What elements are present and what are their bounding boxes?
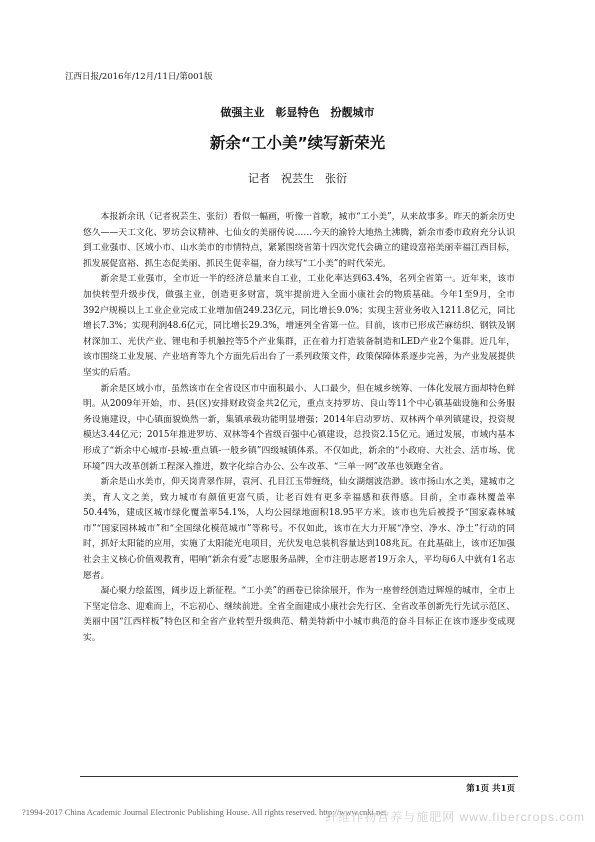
paragraph-region: 新余是区域小市，虽然该市在全省设区市中面积最小、人口最少，但在城乡统筹、一体化发展方面却特色鲜明。从2009年开始，市、县(区)安排财政资金共2亿元，重点支持罗坊、良山等11个中心镇基础设施和公务服务设施建设，中心镇面貌焕然一新，集镇承载功能明显增强；2014年启动罗坊、双林两个单列镇建设，投资规模达3.44亿元；2015年推进罗坊、双林等4个省级百强中心镇建设，总投资2.15亿元。通过发展，市域内基本形成了“新余中心城市-县城-重点镇-一般乡镇”四级城镇体系。不仅如此，新余的“小政府、大社会、活市场、优环境”四大改革创新工程深入推进，数字化综合办公、公车改革、“三单一网”改革也领跑全省。	[83, 383, 515, 472]
paragraph-intro: 本报新余讯（记者祝芸生、张衍）看似一幅画，听像一首歌，城市“工小美”，从来故事多。昨天的新余历史悠久——天工文化、罗坊会议精神、七仙女的美丽传说……今天的渝铃大地热土沸腾，新余市委市政府充分认识到工业强市、区域小市、山水美市的市情特点，紧紧围绕省第十四次党代会确立的建设富裕美丽幸福江西目标，抓发展促富裕、抓生态促美丽、抓民生促幸福，奋力续写“工小美”的时代荣光。	[83, 212, 515, 269]
paragraph-landscape: 新余是山水美市，仰天岗青翠作屏，袁河、孔目江玉带缠绕，仙女湖烟波浩渺。该市扬山水之美，建城市之美，育人文之美，致力城市有颜值更富气质，让老百姓有更多幸福感和获得感。目前，全市森林覆盖率50.44%，建成区城市绿化覆盖率54.1%，人均公园绿地面积18.95平方米。该市也先后被授予“国家森林城市”“国家园林城市”和“全国绿化模范城市”等称号。不仅如此，该市在大力开展“净空、净水、净土”行动的同时，抓好太阳能的应用，实施了太阳能光电项目，光伏发电总装机容量达到108兆瓦。在此基础上，该市还加强社会主义核心价值观教育，唱响“新余有爱”志愿服务品牌，全市注册志愿者19万余人，平均每6人中就有1名志愿者。	[83, 477, 515, 581]
paragraph-conclusion: 凝心聚力绘蓝图，阔步迈上新征程。“工小美”的画卷已徐徐展开，作为一座曾经创造过辉煌的城市，全市上下坚定信念、迎难而上，不忘初心、继续前进。全省全面建成小康社会先行区、全省改革创新先行先试示范区、美丽中国“江西样板”特色区和全省产业转型升级典范、精美特新中小城市典范的奋斗目标正在该市逐步变成现实。	[83, 586, 515, 644]
source-line: 江西日报/2016年/12月/11日/第001版	[65, 72, 213, 82]
paragraph-industry: 新余是工业强市，全市近一半的经济总量来自工业，工业化率达到63.4%，名列全省第一。近年来，该市加快转型升级步伐，做强主业，创造更多财富，筑牢提前进入全面小康社会的物质基础。今年1至9月，全市392户规模以上工业企业完成工业增加值249.23亿元，同比增长9.0%；实现主营业务收入1211.8亿元，同比增长7.3%；实现利润48.6亿元，同比增长29.3%，增速列全省第一位。目前，该市已形成芒麻纺织、钢铁及钢材深加工、光伏产业、锂电和手机触控等5个产业集群，正在着力打造装备制造和LED产业2个集群。近几年，该市围绕工业发展、产业培育等九个方面先后出台了一系列政策文件，政策保障体系逐步完善，为产业发展提供坚实的后盾。	[83, 274, 515, 378]
article-body	[83, 210, 515, 647]
footer-divider	[80, 776, 518, 777]
article-byline: 记者 祝芸生 张衍	[248, 172, 347, 185]
copyright-notice: ?1994-2017 China Academic Journal Electronic Publishing House. All rights reserved. http://www.cnki.net	[22, 807, 387, 817]
page-number: 第1页 共1页	[466, 784, 515, 794]
watermark: 纤维作物营养与施肥网 www.fibercrops.com	[325, 810, 585, 824]
article-title: 新余“工小美”续写新荣光	[209, 134, 386, 152]
article-kicker: 做强主业 彰显特色 扮靓城市	[220, 106, 375, 119]
